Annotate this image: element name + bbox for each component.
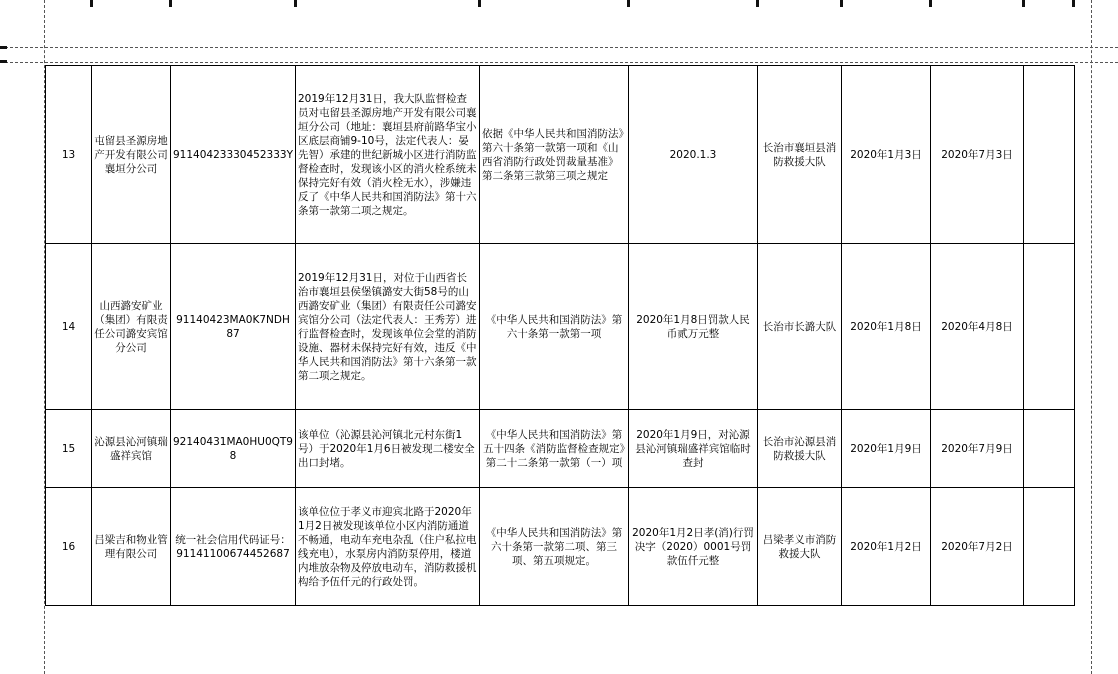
entity-name: 山西潞安矿业（集团）有限责任公司潞安宾馆分公司 [92,244,171,410]
row-number: 16 [46,488,92,606]
penalty-basis: 《中华人民共和国消防法》第六十条第一款第二项、第三项、第五项规定。 [480,488,629,606]
row-mark [0,46,7,49]
remark [1024,244,1075,410]
violation-facts: 2019年12月31日，对位于山西省长治市襄垣县侯堡镇潞安大街58号的山西潞安矿业（集团）有限责任公司潞安宾馆分公司（法定代表人：王秀芳）进行监督检查时，发现该单位会堂的消防设施、器材未保持完好有效，违反《中华人民共和国消防法》第十六条第一款第二项之规定。 [296,244,480,410]
column-tick-mark [169,0,172,7]
expire-date: 2020年4月8日 [931,244,1024,410]
penalty-authority: 长治市沁源县消防救援大队 [758,410,842,488]
decision-date: 2020年1月2日 [842,488,931,606]
page-margin-top-guide-2 [0,62,1118,63]
table-row [46,66,1075,244]
penalty-result: 2020.1.3 [629,66,758,244]
penalty-authority: 长治市襄垣县消防救援大队 [758,66,842,244]
decision-date: 2020年1月3日 [842,66,931,244]
violation-facts: 该单位位于孝义市迎宾北路于2020年1月2日被发现该单位小区内消防通道不畅通，电动车充电杂乱（住户私拉电线充电），水泵房内消防泵停用，楼道内堆放杂物及停放电动车，消防救援机构给予伍仟元的行政处罚。 [296,488,480,606]
penalty-records-table [45,65,1075,606]
expire-date: 2020年7月2日 [931,488,1024,606]
column-tick-mark [627,0,630,7]
page-margin-top-guide [0,47,1118,48]
row-number: 14 [46,244,92,410]
penalty-basis: 依据《中华人民共和国消防法》第六十条第一款第一项和《山西省消防行政处罚裁量基准》第二条第三款第三项之规定 [480,66,629,244]
row-number: 15 [46,410,92,488]
remark [1024,488,1075,606]
penalty-basis: 《中华人民共和国消防法》第六十条第一款第一项 [480,244,629,410]
table-row [46,488,1075,606]
penalty-authority: 长治市长潞大队 [758,244,842,410]
column-tick-mark [1022,0,1025,7]
column-tick-mark [840,0,843,7]
penalty-result: 2020年1月8日罚款人民币贰万元整 [629,244,758,410]
column-tick-mark [294,0,297,7]
penalty-result: 2020年1月2日孝(消)行罚决字（2020）0001号罚款伍仟元整 [629,488,758,606]
penalty-authority: 吕梁孝义市消防救援大队 [758,488,842,606]
expire-date: 2020年7月9日 [931,410,1024,488]
violation-facts: 2019年12月31日，我大队监督检查员对屯留县圣源房地产开发有限公司襄垣分公司（地址：襄垣县府前路华宝小区底层商铺9-10号，法定代表人：晏先智）承建的世纪新城小区进行消防监督检查时，发现该小区的消火栓系统未保持完好有效（消火栓无水），涉嫌违反了《中华人民共和国消防法》第十六条第一款第二项之规定。 [296,66,480,244]
column-tick-mark [90,0,93,7]
entity-name: 吕梁吉和物业管理有限公司 [92,488,171,606]
credit-code: 92140431MA0HU0QT98 [171,410,296,488]
credit-code: 91140423330452333Y [171,66,296,244]
column-tick-mark [1072,0,1075,7]
row-mark [0,60,7,63]
remark [1024,410,1075,488]
violation-facts: 该单位（沁源县沁河镇北元村东街1号）于2020年1月6日被发现二楼安全出口封堵。 [296,410,480,488]
credit-code: 91140423MA0K7NDH87 [171,244,296,410]
remark [1024,66,1075,244]
table-row [46,410,1075,488]
column-tick-mark [756,0,759,7]
decision-date: 2020年1月8日 [842,244,931,410]
table-row [46,244,1075,410]
page-margin-right-guide [1091,0,1092,674]
credit-code: 统一社会信用代码证号：91141100674452687 [171,488,296,606]
expire-date: 2020年7月3日 [931,66,1024,244]
row-number: 13 [46,66,92,244]
entity-name: 沁源县沁河镇瑞盛祥宾馆 [92,410,171,488]
decision-date: 2020年1月9日 [842,410,931,488]
penalty-result: 2020年1月9日，对沁源县沁河镇瑞盛祥宾馆临时查封 [629,410,758,488]
column-tick-mark [929,0,932,7]
penalty-basis: 《中华人民共和国消防法》第五十四条《消防监督检查规定》第二十二条第一款第（一）项 [480,410,629,488]
column-tick-mark [478,0,481,7]
entity-name: 屯留县圣源房地产开发有限公司襄垣分公司 [92,66,171,244]
